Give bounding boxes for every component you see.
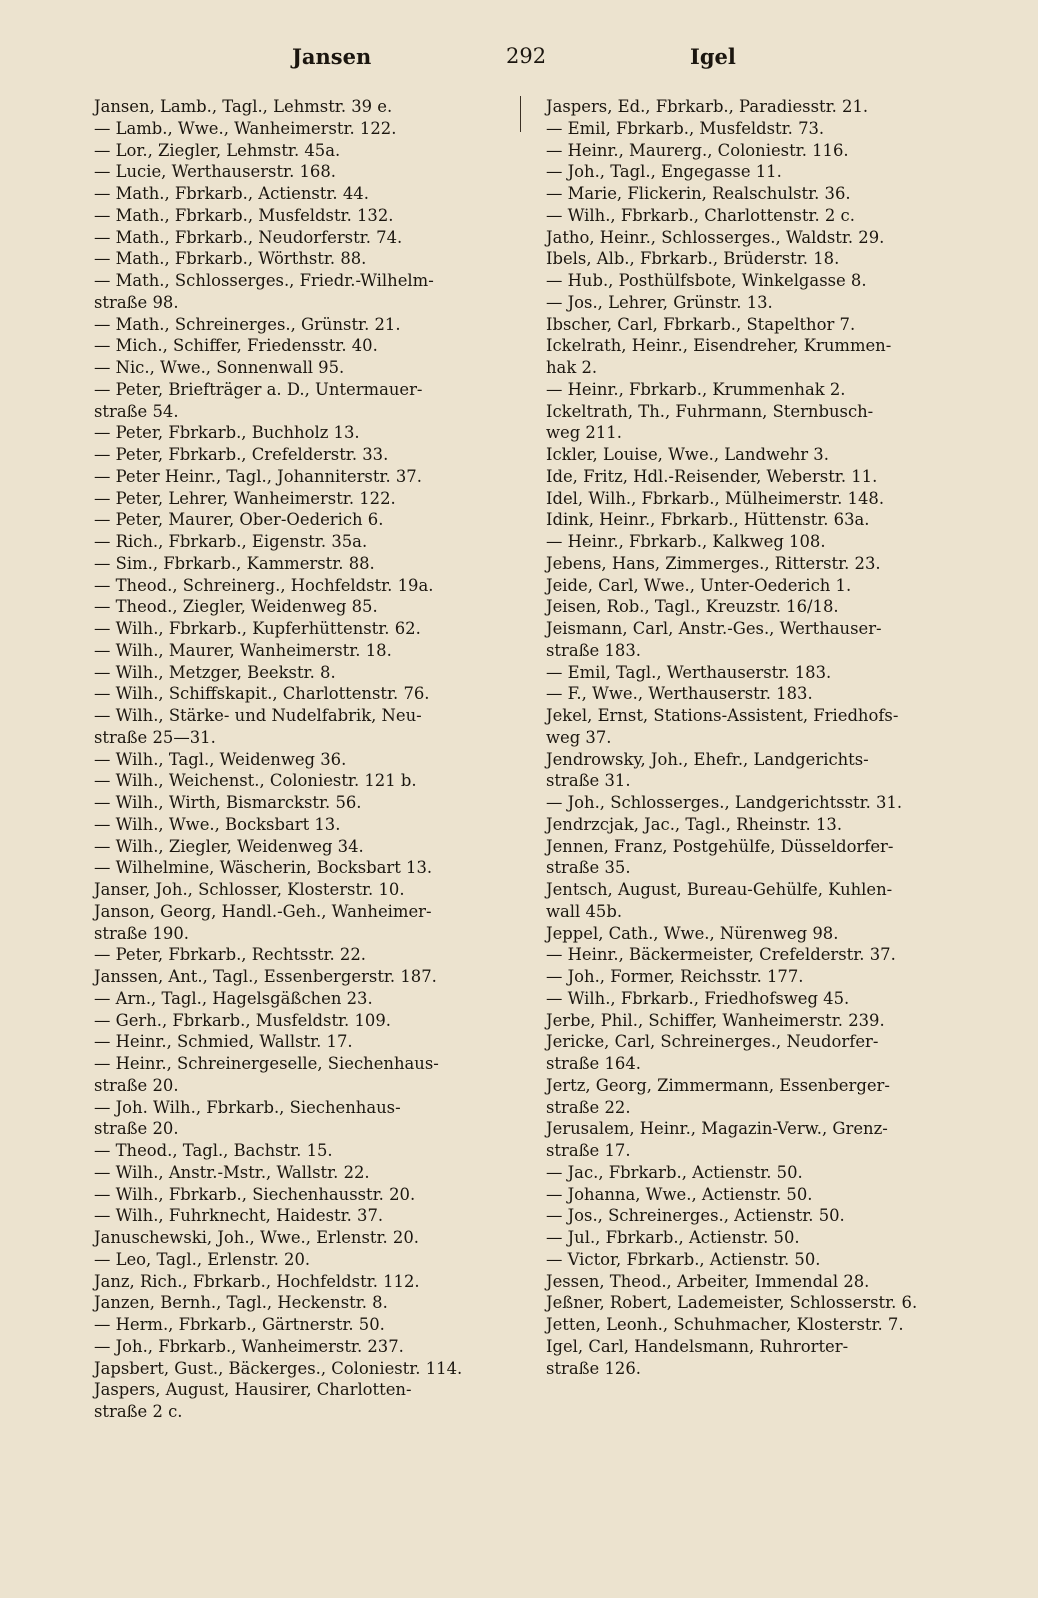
directory-line: — Wilh., Schiffskapit., Charlottenstr. 76.	[94, 684, 430, 704]
directory-line: — Arn., Tagl., Hagelsgäßchen 23.	[94, 988, 373, 1008]
directory-line: Jebens, Hans, Zimmerges., Ritterstr. 23.	[546, 553, 881, 573]
directory-line: Jennen, Franz, Postgehülfe, Düsseldorfer-	[546, 836, 894, 856]
directory-line: — Lor., Ziegler, Lehmstr. 45a.	[94, 140, 341, 160]
directory-line: Jaspers, Ed., Fbrkarb., Paradiesstr. 21.	[546, 97, 869, 116]
directory-line: Januschewski, Joh., Wwe., Erlenstr. 20.	[94, 1228, 419, 1247]
directory-line: — Heinr., Maurerg., Coloniestr. 116.	[546, 140, 849, 160]
directory-line: Japsbert, Gust., Bäckerges., Coloniestr. 114.	[94, 1358, 463, 1378]
directory-line: — Peter, Maurer, Ober-Oederich 6.	[94, 510, 384, 530]
directory-line: Idel, Wilh., Fbrkarb., Mülheimerstr. 148.	[546, 488, 885, 508]
directory-line: straße 2 c.	[94, 1402, 183, 1421]
directory-line: — Jac., Fbrkarb., Actienstr. 50.	[546, 1162, 803, 1182]
directory-line: — Gerh., Fbrkarb., Musfeldstr. 109.	[94, 1010, 391, 1030]
directory-line: Idink, Heinr., Fbrkarb., Hüttenstr. 63a.	[546, 510, 870, 530]
directory-line: straße 54.	[94, 401, 179, 421]
directory-line: — Emil, Tagl., Werthauserstr. 183.	[546, 662, 832, 682]
directory-line: weg 37.	[546, 727, 612, 747]
directory-line: — Peter, Briefträger a. D., Untermauer-	[94, 379, 423, 399]
directory-line: — Heinr., Fbrkarb., Krummenhak 2.	[546, 379, 846, 399]
directory-line: Jendrowsky, Joh., Ehefr., Landgerichts-	[546, 749, 869, 769]
directory-line: — Herm., Fbrkarb., Gärtnerstr. 50.	[94, 1315, 385, 1334]
directory-line: — Wilh., Maurer, Wanheimerstr. 18.	[94, 640, 392, 660]
directory-line: Igel, Carl, Handelsmann, Ruhrorter-	[546, 1336, 849, 1356]
directory-line: Jericke, Carl, Schreinerges., Neudorfer-	[546, 1032, 879, 1052]
directory-line: Janson, Georg, Handl.-Geh., Wanheimer-	[94, 901, 432, 921]
directory-line: Janzen, Bernh., Tagl., Heckenstr. 8.	[94, 1293, 388, 1313]
directory-line: straße 20.	[94, 1075, 179, 1095]
directory-line: — Math., Fbrkarb., Wörthstr. 88.	[94, 249, 367, 269]
directory-line: — Jul., Fbrkarb., Actienstr. 50.	[546, 1228, 800, 1247]
directory-line: — Marie, Flickerin, Realschulstr. 36.	[546, 184, 851, 203]
directory-line: straße 25—31.	[94, 727, 216, 747]
directory-line: — Peter Heinr., Tagl., Johanniterstr. 37.	[94, 466, 422, 486]
directory-line: Jekel, Ernst, Stations-Assistent, Friedhofs-	[546, 706, 899, 725]
directory-line: Jeisen, Rob., Tagl., Kreuzstr. 16/18.	[546, 597, 839, 617]
directory-line: — Mich., Schiffer, Friedensstr. 40.	[94, 336, 378, 356]
directory-line: — Wilh., Wwe., Bocksbart 13.	[94, 814, 341, 834]
directory-line: — Hub., Posthülfsbote, Winkelgasse 8.	[546, 271, 867, 290]
directory-line: — Peter, Lehrer, Wanheimerstr. 122.	[94, 488, 396, 508]
directory-line: — Wilh., Weichenst., Coloniestr. 121 b.	[94, 771, 417, 791]
directory-line: — Wilh., Fbrkarb., Siechenhausstr. 20.	[94, 1184, 416, 1204]
directory-line: Janser, Joh., Schlosser, Klosterstr. 10.	[94, 880, 405, 899]
directory-line: — Wilhelmine, Wäscherin, Bocksbart 13.	[94, 858, 433, 878]
directory-line: — Wilh., Anstr.-Mstr., Wallstr. 22.	[94, 1162, 370, 1182]
directory-line: — Joh. Wilh., Fbrkarb., Siechenhaus-	[94, 1097, 401, 1117]
directory-line: — Math., Fbrkarb., Actienstr. 44.	[94, 184, 369, 203]
directory-line: — Wilh., Metzger, Beekstr. 8.	[94, 662, 336, 682]
directory-line: Janz, Rich., Fbrkarb., Hochfeldstr. 112.	[94, 1271, 420, 1291]
directory-line: — Theod., Ziegler, Weidenweg 85.	[94, 597, 378, 617]
directory-line: Jentsch, August, Bureau-Gehülfe, Kuhlen-	[546, 880, 893, 899]
left-column	[94, 96, 506, 1423]
directory-line: Ibscher, Carl, Fbrkarb., Stapelthor 7.	[546, 314, 856, 334]
directory-line: Ide, Fritz, Hdl.-Reisender, Weberstr. 11.	[546, 466, 878, 486]
directory-line: — Peter, Fbrkarb., Buchholz 13.	[94, 423, 360, 443]
directory-line: Jendrzcjak, Jac., Tagl., Rheinstr. 13.	[546, 814, 843, 834]
directory-line: straße 17.	[546, 1141, 631, 1160]
directory-line: Jetten, Leonh., Schuhmacher, Klosterstr. 7.	[546, 1315, 904, 1334]
directory-line: — Lucie, Werthauserstr. 168.	[94, 162, 336, 182]
column-divider	[520, 96, 521, 132]
directory-line: — Joh., Fbrkarb., Wanheimerstr. 237.	[94, 1336, 404, 1356]
directory-line: weg 211.	[546, 423, 622, 443]
directory-line: Jeßner, Robert, Lademeister, Schlosserstr. 6.	[546, 1293, 918, 1313]
directory-line: — Wilh., Fuhrknecht, Haidestr. 37.	[94, 1206, 384, 1226]
directory-line: — Theod., Schreinerg., Hochfeldstr. 19a.	[94, 575, 434, 595]
directory-line: — Nic., Wwe., Sonnenwall 95.	[94, 358, 345, 377]
directory-line: — Wilh., Wirth, Bismarckstr. 56.	[94, 793, 362, 812]
directory-line: Jertz, Georg, Zimmermann, Essenberger-	[546, 1075, 890, 1095]
directory-line: — Jos., Schreinerges., Actienstr. 50.	[546, 1206, 845, 1226]
directory-line: hak 2.	[546, 358, 598, 377]
directory-line: wall 45b.	[546, 901, 623, 921]
directory-line: Jeppel, Cath., Wwe., Nürenweg 98.	[546, 923, 839, 943]
directory-line: — Heinr., Schmied, Wallstr. 17.	[94, 1032, 353, 1052]
directory-line: — Joh., Former, Reichsstr. 177.	[546, 967, 804, 986]
directory-line: — Emil, Fbrkarb., Musfeldstr. 73.	[546, 118, 825, 138]
directory-line: — Math., Fbrkarb., Neudorferstr. 74.	[94, 227, 403, 247]
directory-line: Jansen, Lamb., Tagl., Lehmstr. 39 e.	[94, 97, 393, 116]
directory-line: — Heinr., Fbrkarb., Kalkweg 108.	[546, 532, 826, 551]
directory-line: straße 126.	[546, 1358, 641, 1378]
directory-line: straße 31.	[546, 771, 631, 791]
directory-line: — Victor, Fbrkarb., Actienstr. 50.	[546, 1249, 821, 1269]
directory-line: — Math., Fbrkarb., Musfeldstr. 132.	[94, 205, 394, 225]
directory-line: straße 190.	[94, 923, 189, 943]
directory-line: Jeismann, Carl, Anstr.-Ges., Werthauser-	[546, 619, 882, 638]
directory-line: — Joh., Schlosserges., Landgerichtsstr. 31.	[546, 793, 903, 812]
directory-line: straße 183.	[546, 640, 641, 660]
directory-line: straße 164.	[546, 1054, 641, 1073]
directory-line: — Rich., Fbrkarb., Eigenstr. 35a.	[94, 532, 368, 551]
directory-line: — Heinr., Schreinergeselle, Siechenhaus-	[94, 1054, 439, 1073]
right-column	[546, 96, 986, 1379]
directory-line: — Wilh., Fbrkarb., Charlottenstr. 2 c.	[546, 205, 855, 225]
directory-line: Janssen, Ant., Tagl., Essenbergerstr. 187.	[94, 967, 437, 986]
directory-line: straße 20.	[94, 1119, 179, 1139]
directory-line: Jatho, Heinr., Schlosserges., Waldstr. 29.	[546, 227, 885, 247]
directory-line: Jerusalem, Heinr., Magazin-Verw., Grenz-	[546, 1119, 888, 1139]
directory-line: — Math., Schlosserges., Friedr.-Wilhelm-	[94, 271, 434, 290]
directory-line: Ickler, Louise, Wwe., Landwehr 3.	[546, 445, 829, 464]
directory-line: — Wilh., Ziegler, Weidenweg 34.	[94, 836, 364, 856]
directory-line: straße 98.	[94, 292, 179, 312]
directory-line: — Math., Schreinerges., Grünstr. 21.	[94, 314, 401, 334]
directory-line: — Sim., Fbrkarb., Kammerstr. 88.	[94, 553, 375, 573]
header-right-name: Igel	[690, 44, 736, 69]
directory-line: — Jos., Lehrer, Grünstr. 13.	[546, 292, 773, 312]
directory-line: — Leo, Tagl., Erlenstr. 20.	[94, 1249, 311, 1269]
directory-line: Ibels, Alb., Fbrkarb., Brüderstr. 18.	[546, 249, 840, 269]
directory-line: — Wilh., Fbrkarb., Friedhofsweg 45.	[546, 988, 850, 1008]
directory-line: — Peter, Fbrkarb., Rechtsstr. 22.	[94, 945, 366, 965]
directory-line: — Theod., Tagl., Bachstr. 15.	[94, 1141, 333, 1160]
header-left-name: Jansen	[292, 44, 372, 69]
directory-line: Jeide, Carl, Wwe., Unter-Oederich 1.	[546, 575, 852, 595]
directory-line: — Lamb., Wwe., Wanheimerstr. 122.	[94, 118, 397, 138]
directory-line: Ickeltrath, Th., Fuhrmann, Sternbusch-	[546, 401, 874, 421]
directory-line: — Joh., Tagl., Engegasse 11.	[546, 162, 782, 182]
directory-line: straße 22.	[546, 1097, 631, 1117]
directory-line: Ickelrath, Heinr., Eisendreher, Krummen-	[546, 336, 892, 356]
page-number: 292	[506, 44, 547, 68]
page-header	[0, 44, 1038, 80]
directory-line: Jessen, Theod., Arbeiter, Immendal 28.	[546, 1271, 870, 1291]
directory-line: — Heinr., Bäckermeister, Crefelderstr. 37.	[546, 945, 896, 965]
directory-line: — Wilh., Tagl., Weidenweg 36.	[94, 749, 347, 769]
directory-line: — Johanna, Wwe., Actienstr. 50.	[546, 1184, 813, 1204]
directory-line: — Wilh., Fbrkarb., Kupferhüttenstr. 62.	[94, 619, 421, 638]
directory-line: straße 35.	[546, 858, 631, 878]
directory-line: — Wilh., Stärke- und Nudelfabrik, Neu-	[94, 706, 422, 725]
directory-line: Jerbe, Phil., Schiffer, Wanheimerstr. 239.	[546, 1010, 885, 1030]
directory-line: — F., Wwe., Werthauserstr. 183.	[546, 684, 813, 704]
directory-line: — Peter, Fbrkarb., Crefelderstr. 33.	[94, 445, 389, 464]
directory-line: Jaspers, August, Hausirer, Charlotten-	[94, 1380, 412, 1400]
